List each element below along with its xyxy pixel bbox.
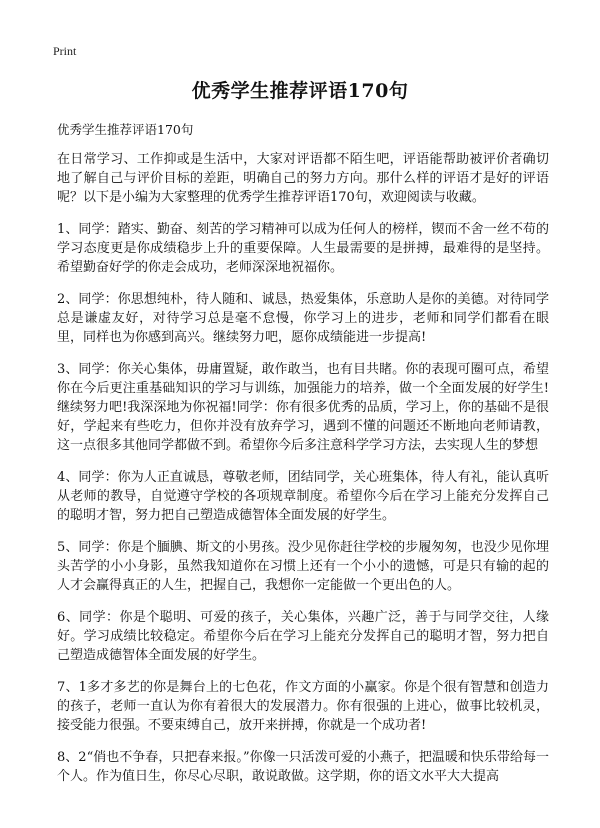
intro-paragraph: 在日常学习、工作抑或是生活中，大家对评语都不陌生吧，评语能帮助被评价者确切地了解自己与评价目标的差距，明确自己的努力方向。那什么样的评语才是好的评语呢？以下是小编为大家整理的优秀学生推荐评语170句，欢迎阅读与收藏。: [57, 152, 549, 205]
comment-paragraph-8: 8、2“俏也不争春，只把春来报。”你像一只活泼可爱的小燕子，把温暖和快乐带给每一个人。作为值日生，你尽心尽职，敢说敢做。这学期，你的语文水平大大提高: [57, 750, 549, 784]
comment-paragraph-3: 3、同学：你关心集体，毋庸置疑，敢作敢当，也有目共睹。你的表现可圈可点，希望你在今后更注重基础知识的学习与训练，加强能力的培养，做一个全面发展的好学生!继续努力吧!我深深地为你祝福!同学：你有很多优秀的品质，学习上，你的基础不是很好，学起来有些吃力，但你并没有放弃学习，遇到不懂的问题还不断地向老师请教，这一点很多其他同学都做不到。希望你今后多注意科学学习方法，去实现人生的梦想: [57, 362, 549, 453]
print-link[interactable]: Print: [53, 44, 77, 58]
document-body: [57, 150, 549, 799]
comment-paragraph-6: 6、同学：你是个聪明、可爱的孩子，关心集体，兴趣广泛，善于与同学交往，人缘好。学习成绩比较稳定。希望你今后在学习上能充分发挥自己的聪明才智，努力把自己塑造成德智体全面发展的好学生。: [57, 610, 549, 663]
comment-paragraph-5: 5、同学：你是个腼腆、斯文的小男孩。没少见你赶往学校的步履匆匆，也没少见你埋头苦学的小小身影，虽然我知道你在习惯上还有一个小小的遗憾，可是只有输的起的人才会赢得真正的人生，把握自己，我想你一定能做一个更出色的人。: [57, 540, 549, 593]
page-title: 优秀学生推荐评语170句: [191, 80, 409, 102]
comment-paragraph-4: 4、同学：你为人正直诚恳，尊敬老师，团结同学，关心班集体，待人有礼，能认真听从老师的教导，自觉遵守学校的各项规章制度。希望你今后在学习上能充分发挥自己的聪明才智，努力把自己塑造成德智体全面发展的好学生。: [57, 470, 549, 523]
comment-paragraph-1: 1、同学：踏实、勤奋、刻苦的学习精神可以成为任何人的榜样，锲而不舍一丝不苟的学习态度更是你成绩稳步上升的重要保障。人生最需要的是拼搏，最难得的是坚持。希望勤奋好学的你走会成功，老师深深地祝福你。: [57, 222, 549, 275]
comment-paragraph-7: 7、1多才多艺的你是舞台上的七色花，作文方面的小赢家。你是个很有智慧和创造力的孩子，老师一直认为你有着很大的发展潜力。你有很强的上进心，做事比较机灵，接受能力很强。不要束缚自己，放开来拼搏，你就是一个成功者!: [57, 680, 549, 733]
comment-paragraph-2: 2、同学：你思想纯朴，待人随和、诚恳，热爱集体，乐意助人是你的美德。对待同学总是谦虚友好，对待学习总是毫不怠慢，你学习上的进步，老师和同学们都看在眼里，同样也为你感到高兴。继续努力吧，愿你成绩能进一步提高!: [57, 292, 549, 345]
document-subtitle: 优秀学生推荐评语170句: [57, 122, 194, 137]
